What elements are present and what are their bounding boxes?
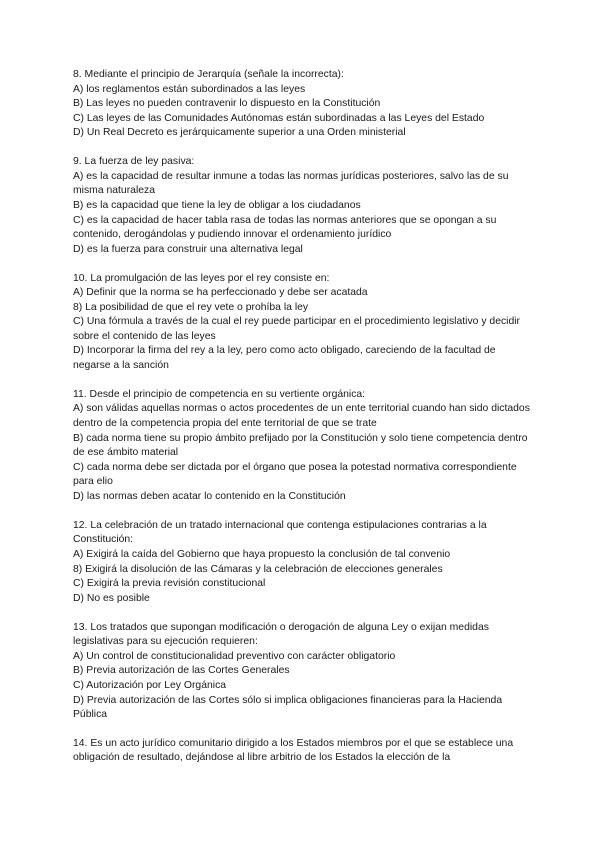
- answer-option: C) Autorización por Ley Orgánica: [73, 679, 227, 691]
- question-stem: 8. Mediante el principio de Jerarquía (señale la incorrecta):: [73, 69, 344, 80]
- answer-option: A) son válidas aquellas normas o actos procedentes de un ente territorial cuando han sido dictados dentro de la competencia propia del ente territorial de que se trate: [73, 403, 530, 430]
- answer-option: D) Previa autorización de las Cortes sólo si implica obligaciones financieras para la Hacienda Pública: [73, 694, 503, 721]
- question-9: [73, 155, 533, 257]
- question-stem: 9. La fuerza de ley pasiva:: [73, 156, 195, 168]
- question-11: [73, 388, 533, 505]
- answer-option: A) Exigirá la caída del Gobierno que haya propuesto la conclusión de tal convenio: [73, 548, 451, 560]
- question-13: [73, 621, 533, 723]
- question-stem: 13. Los tratados que supongan modificación o derogación de alguna Ley o exijan medidas legislativas para su ejecución requieren:: [73, 621, 489, 648]
- question-stem: 12. La celebración de un tratado internacional que contenga estipulaciones contrarias a la Constitución:: [73, 519, 487, 546]
- question-list: [73, 68, 533, 780]
- answer-option: C) Exigirá la previa revisión constitucional: [73, 578, 266, 590]
- answer-option: C) Las leyes de las Comunidades Autónomas están subordinadas a las Leyes del Estado: [73, 112, 485, 124]
- answer-option: D) es la fuerza para construir una alternativa legal: [73, 243, 303, 255]
- answer-option: A) Un control de constitucionalidad preventivo con carácter obligatorio: [73, 650, 396, 662]
- answer-option: A) Definir que la norma se ha perfeccionado y debe ser acatada: [73, 287, 368, 299]
- question-12: [73, 519, 533, 607]
- question-14: [73, 737, 533, 766]
- answer-option: B) Las leyes no pueden contravenir lo dispuesto en la Constitución: [73, 98, 381, 110]
- question-stem: 14. Es un acto jurídico comunitario dirigido a los Estados miembros por el que se establece una obligación de resultado, dejándose al libre arbitrio de los Estados la elección de la: [73, 737, 514, 764]
- answer-option: 8) Exigirá la disolución de las Cámaras y la celebración de elecciones generales: [73, 563, 443, 575]
- answer-option: C) Una fórmula a través de la cual el rey puede participar en el procedimiento legislativo y decidir sobre el contenido de las leyes: [73, 316, 521, 342]
- question-stem: 10. La promulgación de las leyes por el rey consiste en:: [73, 272, 330, 284]
- answer-option: B) Previa autorización de las Cortes Generales: [73, 665, 290, 677]
- answer-option: B) cada norma tiene su propio ámbito prefijado por la Constitución y solo tiene competencia dentro de ese ámbito material: [73, 432, 528, 459]
- answer-option: D) Un Real Decreto es jerárquicamente superior a una Orden ministerial: [73, 127, 406, 139]
- question-8: [73, 68, 533, 141]
- answer-option: A) es la capacidad de resultar inmune a todas las normas jurídicas posteriores, salvo las de su misma naturaleza: [73, 170, 509, 197]
- answer-option: D) No es posible: [73, 592, 150, 604]
- answer-option: B) es la capacidad que tiene la ley de obligar a los ciudadanos: [73, 199, 361, 211]
- answer-option: A) los reglamentos están subordinados a las leyes: [73, 83, 306, 95]
- answer-option: D) Incorporar la firma del rey a la ley, pero como acto obligado, careciendo de la facultad de negarse a la sanción: [73, 345, 496, 372]
- answer-option: 8) La posibilidad de que el rey vete o prohíba la ley: [73, 301, 309, 313]
- answer-option: C) es la capacidad de hacer tabla rasa de todas las normas anteriores que se opongan a su contenido, derogándolas y pudiendo innovar el ordenamiento jurídico: [73, 214, 497, 241]
- answer-option: C) cada norma debe ser dictada por el órgano que posea la potestad normativa correspondiente para elio: [73, 461, 517, 488]
- question-stem: 11. Desde el principio de competencia en su vertiente orgánica:: [73, 388, 366, 400]
- answer-option: D) las normas deben acatar lo contenido en la Constitución: [73, 491, 346, 502]
- question-10: [73, 272, 533, 374]
